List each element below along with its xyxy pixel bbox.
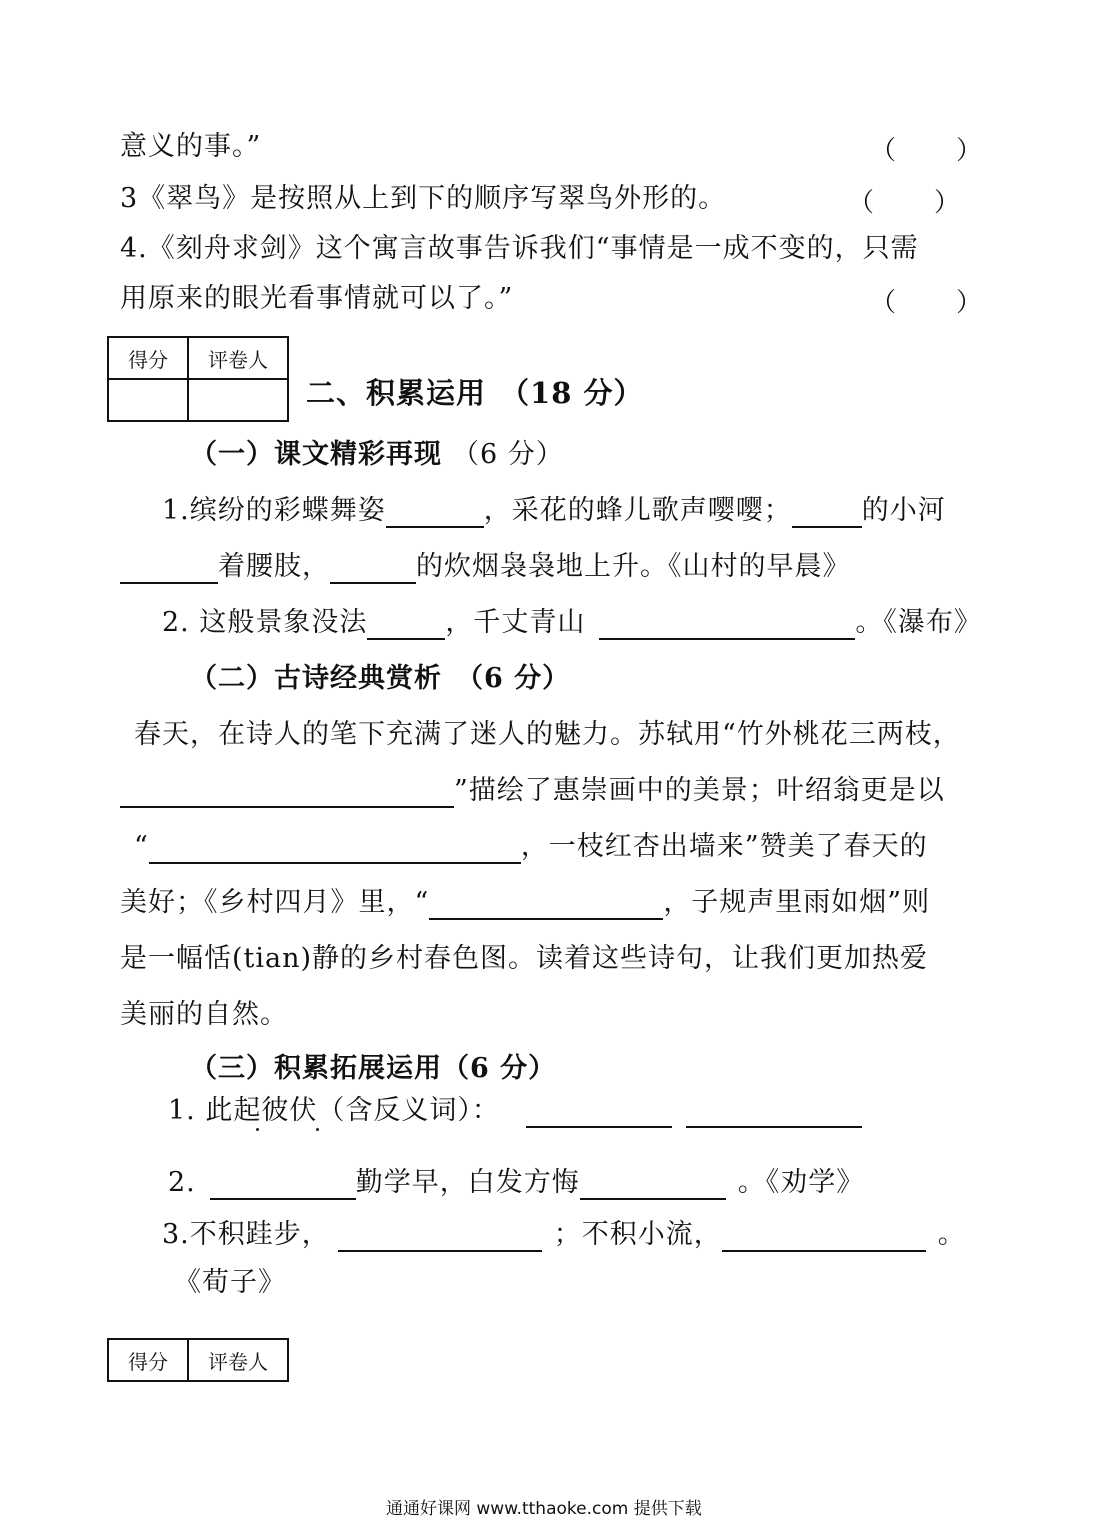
sub1-question-2: 2. 这般景象没法 ，千丈青山 。《瀑布》 bbox=[162, 607, 982, 638]
answer-paren-2[interactable]: （ ） bbox=[848, 188, 961, 218]
answer-paren-3[interactable]: （ ） bbox=[870, 288, 983, 318]
fill-blank[interactable] bbox=[599, 612, 855, 640]
score-box-2 bbox=[107, 1338, 289, 1382]
fill-blank[interactable] bbox=[386, 500, 484, 528]
judgment-question-4-line1: 4.《刻舟求剑》这个寓言故事告诉我们“事情是一成不变的，只需 bbox=[120, 233, 919, 264]
fill-blank[interactable] bbox=[120, 556, 218, 584]
fill-blank[interactable] bbox=[686, 1100, 862, 1128]
sub3-question-2: 2. 勤学早，白发方悔 。《劝学》 bbox=[168, 1167, 865, 1198]
sub2-line-6: 美丽的自然。 bbox=[120, 999, 288, 1030]
score-box-1 bbox=[107, 336, 289, 422]
sub2-line-4: 美好；《乡村四月》里，“ ，子规声里雨如烟”则 bbox=[120, 887, 931, 918]
page-footer: 通通好课网 www.tthaoke.com 提供下载 bbox=[386, 1499, 702, 1519]
score-cell[interactable] bbox=[108, 379, 188, 421]
answer-paren-1[interactable]: （ ） bbox=[870, 136, 983, 166]
fill-blank[interactable] bbox=[149, 836, 521, 864]
emphasis-dot bbox=[316, 1128, 319, 1131]
sub2-line-2: ”描绘了惠崇画中的美景；叶绍翁更是以 bbox=[120, 774, 945, 808]
fill-blank[interactable] bbox=[338, 1224, 542, 1252]
subsection-3-heading: （三）积累拓展运用（6 分） bbox=[190, 1053, 557, 1084]
subsection-2-heading: （二）古诗经典赏析 （6 分） bbox=[190, 663, 571, 694]
fill-blank[interactable] bbox=[330, 556, 416, 584]
sub2-line-5: 是一幅恬(tian)静的乡村春色图。读着这些诗句，让我们更加热爱 bbox=[120, 943, 929, 974]
fill-blank[interactable] bbox=[722, 1224, 926, 1252]
sub3-question-3-source: 《荀子》 bbox=[174, 1267, 286, 1298]
section-2-title: 二、积累运用 （18 分） bbox=[306, 376, 644, 410]
fill-blank[interactable] bbox=[580, 1172, 726, 1200]
fill-blank[interactable] bbox=[120, 780, 454, 808]
fill-blank[interactable] bbox=[367, 612, 445, 640]
sub2-line-3: “ ，一枝红杏出墙来”赞美了春天的 bbox=[134, 831, 928, 862]
score-label: 得分 bbox=[108, 337, 188, 379]
score-label: 得分 bbox=[108, 1339, 188, 1381]
fill-blank[interactable] bbox=[526, 1100, 672, 1128]
judgment-question-3: 3《翠鸟》是按照从上到下的顺序写翠鸟外形的。 bbox=[120, 183, 727, 214]
fill-blank[interactable] bbox=[210, 1172, 356, 1200]
judgment-question-4-line2: 用原来的眼光看事情就可以了。” bbox=[120, 283, 514, 314]
judgment-line-1: 意义的事。” bbox=[120, 131, 262, 162]
sub1-question-1-line2: 着腰肢， 的炊烟袅袅地上升。《山村的早晨》 bbox=[120, 550, 851, 584]
grader-label: 评卷人 bbox=[188, 1339, 288, 1381]
sub1-question-1-line1: 1.缤纷的彩蝶舞姿 ，采花的蜂儿歌声嘤嘤； 的小河 bbox=[162, 495, 946, 526]
subsection-1-heading: （一）课文精彩再现 （6 分） bbox=[190, 439, 564, 470]
emphasis-dot bbox=[256, 1128, 259, 1131]
fill-blank[interactable] bbox=[429, 892, 663, 920]
sub3-question-1: 1. 此起彼伏（含反义词）： bbox=[168, 1094, 862, 1128]
grader-cell[interactable] bbox=[188, 379, 288, 421]
sub3-question-3: 3.不积跬步， ；不积小流， 。 bbox=[162, 1219, 966, 1250]
fill-blank[interactable] bbox=[792, 500, 862, 528]
grader-label: 评卷人 bbox=[188, 337, 288, 379]
sub2-line-1: 春天，在诗人的笔下充满了迷人的魅力。苏轼用“竹外桃花三两枝， bbox=[134, 719, 961, 750]
